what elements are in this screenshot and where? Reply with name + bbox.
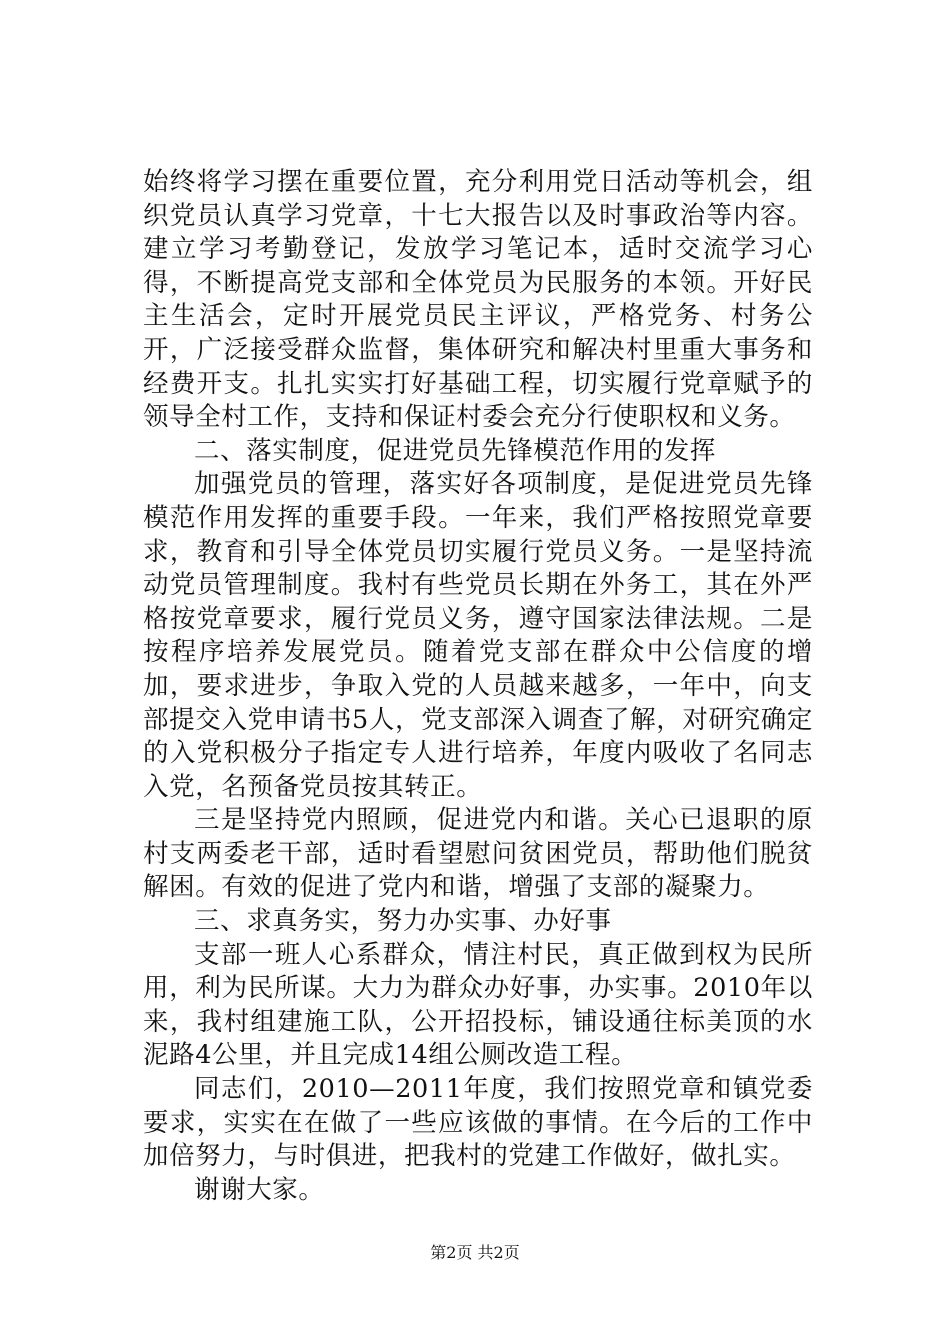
section-heading-2: 二、落实制度，促进党员先锋模范作用的发挥 bbox=[194, 435, 717, 466]
section-heading-3: 三、求真务实，努力办实事、办好事 bbox=[194, 906, 612, 937]
document-body bbox=[143, 166, 813, 1207]
paragraph-harmony: 三是坚持党内照顾，促进党内和谐。关心已退职的原村支两委老干部，适时看望慰问贫困党员，帮助他们脱贫解困。有效的促进了党内和谐，增强了支部的凝聚力。 bbox=[143, 805, 813, 903]
paragraph-management: 加强党员的管理，落实好各项制度，是促进党员先锋模范作用发挥的重要手段。一年来，我们严格按照党章要求，教育和引导全体党员切实履行党员义务。一是坚持流动党员管理制度。我村有些党员长期在外务工，其在外严格按党章要求，履行党员义务，遵守国家法律法规。二是按程序培养发展党员。随着党支部在群众中公信度的增加，要求进步，争取入党的人员越来越多，一年中，向支部提交入党申请书5人，党支部深入调查了解，对研究确定的入党积极分子指定专人进行培养，年度内吸收了名同志入党，名预备党员按其转正。 bbox=[143, 469, 813, 802]
paragraph-study: 始终将学习摆在重要位置，充分利用党日活动等机会，组织党员认真学习党章，十七大报告以及时事政治等内容。建立学习考勤登记，发放学习笔记本，适时交流学习心得，不断提高党支部和全体党员为民服务的本领。开好民主生活会，定时开展党员民主评议，严格党务、村务公开，广泛接受群众监督，集体研究和解决村里重大事务和经费开支。扎扎实实打好基础工程，切实履行党章赋予的领导全村工作，支持和保证村委会充分行使职权和义务。 bbox=[143, 167, 813, 433]
paragraph-summary: 同志们，2010—2011年度，我们按照党章和镇党委要求，实实在在做了一些应该做的事情。在今后的工作中加倍努力，与时俱进，把我村的党建工作做好，做扎实。 bbox=[143, 1074, 813, 1172]
paragraph-practical-work: 支部一班人心系群众，情注村民，真正做到权为民所用，利为民所谋。大力为群众办好事，办实事。2010年以来，我村组建施工队，公开招投标，铺设通往标美顶的水泥路4公里，并且完成14组公厕改造工程。 bbox=[143, 939, 813, 1071]
paragraph-thanks: 谢谢大家。 bbox=[194, 1174, 325, 1205]
page-number-footer: 第2页 共2页 bbox=[430, 1243, 520, 1262]
